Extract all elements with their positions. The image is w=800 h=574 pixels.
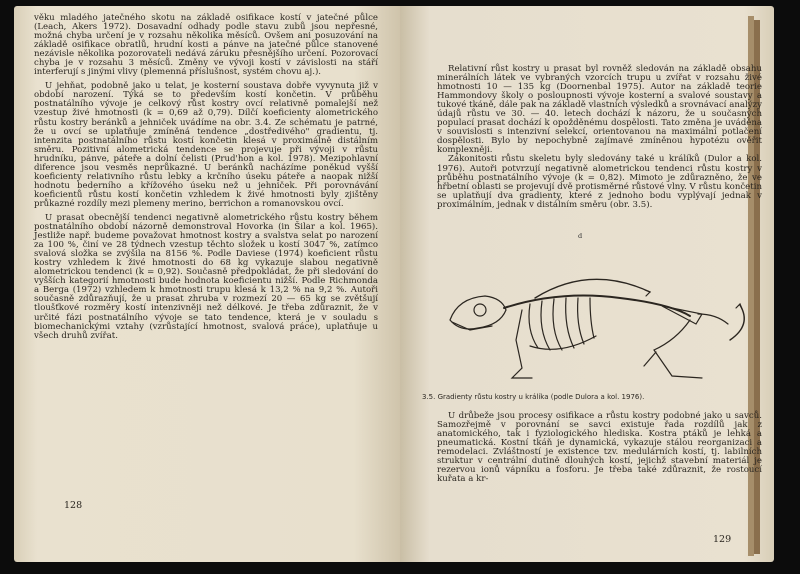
right-page-text-top — [437, 65, 762, 210]
skull — [450, 296, 506, 329]
right-page — [400, 6, 774, 562]
paragraph: U drůbeže jsou procesy osifikace a růstu kostry podobné jako u savců. Samozřejmě v porovnání se savci existuje řada rozdílů jak z anatomického, tak i fyziologického hlediska. Kostra ptáků je lehká a pneumatická. Kostní tkáň je dynamická, vykazuje stálou reorganizaci a remodelaci. Zvláštností je existence tzv. medulárních kostí, tj. labilních struktur v centrální dutině dlouhých kostí, jejichž stavební materiál je rezervou ionů vápníku a fosforu. Je třeba také zdůraznit, že rostoucí kuřata a kr- — [437, 411, 762, 485]
paragraph: Relativní růst kostry u prasat byl rovněž sledován na základě obsahu minerálních látek ve vybraných vzorcích trupu u zvířat v rozsahu živé hmotnosti 10 — 135 kg (Doornenbal 1975). Autor na základě teorie Hammondovy školy o posloupnosti vývoje kosterní a svalové soustavy a tukové tkáně, dále pak na základě vlastních výsledků a srovnávací analýzy údajů růstu ve 30. — 40. letech dochází k názoru, že u současných populací prasat dochází k opožděnému dospělosti. Tato změna je uváděna v souvislosti s intenzivní selekcí, orientovanou na maximální potlačení dospělosti. Bylo by nepochybně zajímavé zmíněnou hypotézu ověřit komplexněji. — [437, 64, 762, 156]
rabbit-skeleton-figure — [440, 270, 760, 385]
figure-label: d — [578, 232, 583, 240]
hindleg-bone — [644, 352, 656, 366]
paragraph: věku mladého jatečného skotu na základě osifikace kostí v jatečné půlce (Leach, Akers 1972). Dosavadní odhady podle stavu zubů jsou nepřesné, možná chyba určení je v rozsahu několika měsíců. Ovšem ani posuzování na základě osifikace obratlů, hrudní kosti a pánve na jatečné půlce stanovené nezávisle několika pozorovateli nedává záruku přesnějšího určení. Pozorovací chyba je v rozsahu 3 měsíců. Změny ve vývoji kostí v závislosti na stáří interferují s jinými vlivy (plemenná příslušnost, systém chovu aj.). — [34, 13, 378, 78]
paragraph: U jehňat, podobně jako u telat, je kosterní soustava dobře vyvynuta již v období narození. Týká se to především kostí končetin. V průběhu postnatálního vývoje je celkový růst kostry ovcí relativně pomalejší než vzestup živé hmotnosti (k = 0,69 až 0,79). Dílčí koeficienty alometrického růstu kostry beránků a jehniček uvádíme na obr. 3.4. Ze schématu je patrné, že u ovcí se uplatňuje zmíněná tendence „dostředivého" gradientu, tj. intenzita postnatálního růstu kostí končetin klesá v proximálně distálním směru. Pozitivní alometrická tendence se projevuje při vývoji v růstu hrudníku, pánve, páteře a dolní čelisti (Prud'hon a kol. 1978). Mezipohlavní diference jsou vesměs neprůkazné. U beránků nacházíme poněkud vyšší koeficienty relativního růstu lebky a krčního úseku páteře a naopak nižší hodnotu bederního a křížového úseku než u jehniček. Při porovnávání koeficientů růstu kostí končetin vzhledem k živé hmotnosti byly zjištěny průkazné rozdíly mezi plemeny merino, berrichon a romanovskou ovcí. — [34, 81, 378, 209]
left-page — [14, 6, 400, 562]
arrow-head — [736, 304, 742, 309]
hindleg — [654, 320, 702, 378]
pelvis — [662, 306, 702, 324]
right-page-text-bottom — [437, 412, 762, 484]
orbit — [474, 304, 486, 316]
sternum — [530, 336, 596, 349]
left-page-text — [34, 14, 378, 341]
figure-caption: 3.5. Gradienty růstu kostry u králíka (podle Dulora a kol. 1976). — [422, 393, 645, 401]
page-number: 128 — [64, 500, 83, 511]
limb-gradient-arrow — [730, 305, 744, 340]
tail — [698, 314, 728, 324]
page-number: 129 — [713, 534, 732, 545]
paragraph: Zákonitosti růstu skeletu byly sledovány také u králíků (Dulor a kol. 1976). Autoři potvrzují negativně alometrickou tendenci růstu kostry v průběhu postnatálního vývoje (k = 0,82). Mimoto je zdůrazněno, že ve hřbetní oblasti se projevují dvě protisměrné růstové vlny. V růstu končetin se uplatňují dva gradienty, které z jednoho bodu vyplývají jednak v proximálním, jednak v distálním směru (obr. 3.5). — [437, 154, 762, 210]
paragraph: U prasat obecnější tendenci negativně alometrického růstu kostry během postnatálního období názorně demonstroval Hovorka (in Šilar a kol. 1965). Jestliže např. budeme považovat hmotnost kostry a svalstva selat po narození za 100 %, činí ve 28 týdnech vzestup těchto složek u kostí 3047 %, zatímco svalová složka se zvýšila na 8156 %. Podle Daviese (1974) koeficient růstu kostry vzhledem k živé hmotnosti do 68 kg vykazuje slabou negativně alometrickou tendenci (k = 0,92). Současně předpokládat, že při sledování do vyšších kategorií hmotnosti bude hodnota koeficientu nižší. Podle Richmonda a Berga (1972) vzhledem k hmotnosti trupu klesá k 13,2 % na 9,2 %. Autoři současně zdůrazňují, že u prasat zhruba v rozmezí 20 — 65 kg se zvětšují tloušťkové rozměry kostí intenzivněji než délkové. Je třeba zdůraznit, že v určité fázi postnatálního vývoje se tato tendence, která je v souladu s biomechanickými vztahy (vzrůstající hmotnost, svalová práce), uplatňuje u všech druhů zvířat. — [34, 212, 378, 341]
